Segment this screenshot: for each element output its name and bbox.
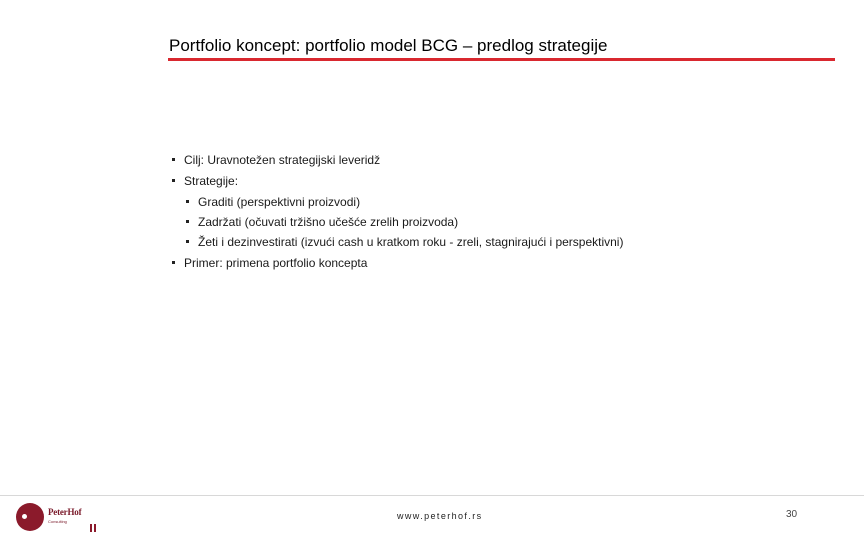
bullet-item (172, 256, 367, 270)
company-logo (16, 502, 106, 534)
page-number: 30 (786, 509, 798, 520)
bullet-text: Žeti i dezinvestirati (izvući cash u kratkom roku - zreli, stagnirajući i perspektivni) (198, 235, 624, 249)
logo-circle-icon (16, 503, 44, 531)
bullet-marker-icon (186, 240, 189, 243)
bullet-marker-icon (172, 261, 175, 264)
bullet-marker-icon (186, 220, 189, 223)
bullet-item (172, 153, 380, 167)
footer-divider (0, 495, 864, 496)
logo-name: PeterHof (48, 507, 82, 517)
bullet-text: Graditi (perspektivni proizvodi) (198, 195, 361, 209)
logo-bars-icon (90, 519, 98, 537)
bullet-text: Primer: primena portfolio koncepta (184, 256, 368, 270)
bullet-item (172, 174, 238, 188)
bullet-text: Strategije: (184, 174, 239, 188)
bullet-text: Cilj: Uravnotežen strategijski leveridž (184, 153, 381, 167)
page-title: Portfolio koncept: portfolio model BCG – predlog strategije (169, 36, 608, 55)
bullet-marker-icon (186, 200, 189, 203)
bullet-marker-icon (172, 158, 175, 161)
bullet-text: Zadržati (očuvati tržišno učešće zrelih proizvoda) (198, 215, 459, 229)
website-link[interactable]: www.peterhof.rs (397, 511, 483, 521)
sub-bullet-item (186, 235, 623, 249)
sub-bullet-item (186, 195, 360, 209)
title-underline (168, 58, 835, 61)
logo-tagline: Consulting (48, 519, 67, 524)
sub-bullet-item (186, 215, 458, 229)
bullet-marker-icon (172, 179, 175, 182)
